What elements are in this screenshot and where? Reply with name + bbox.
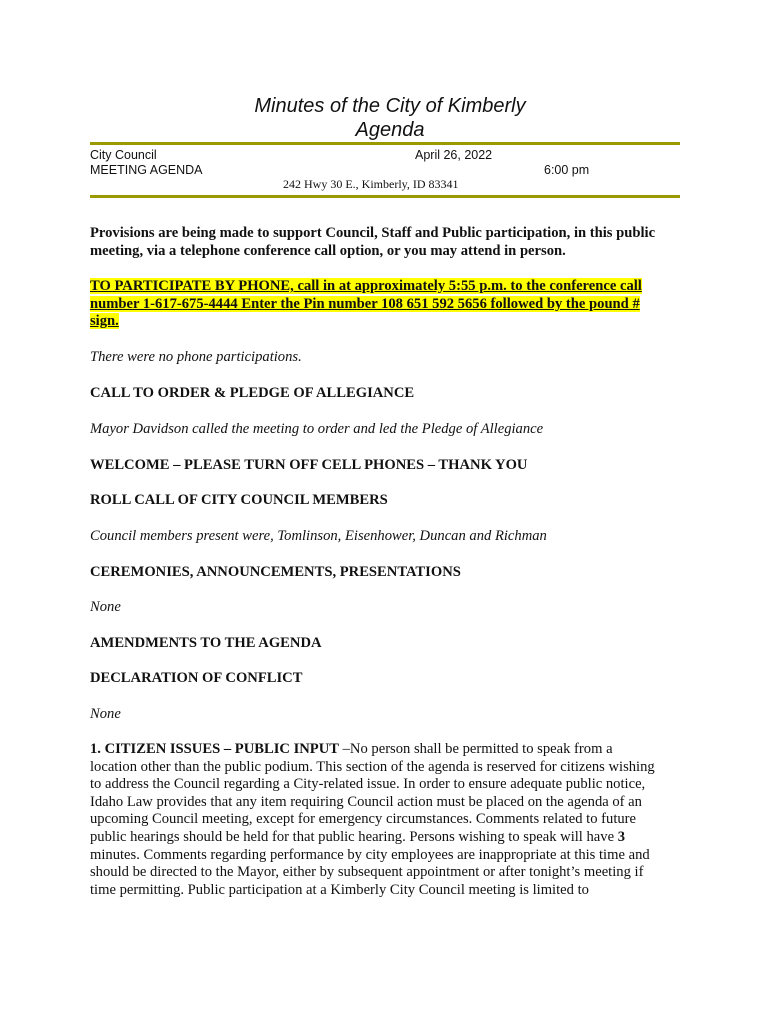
phone-participation-notice (90, 278, 690, 331)
text-line: time permitting. Public participation at a Kimberly City Council meeting is limited to (90, 881, 589, 898)
heading-roll-call: ROLL CALL OF CITY COUNCIL MEMBERS (90, 492, 388, 508)
document-title: Minutes of the City of Kimberly (254, 95, 526, 117)
text-line: to address the Council regarding a City-related issue. In order to ensure adequate public notice, (90, 776, 646, 793)
text-line: minutes. Comments regarding performance by city employees are inappropriate at this time and (90, 846, 650, 863)
heading-amendments: AMENDMENTS TO THE AGENDA (90, 635, 322, 651)
citizen-issues-section (90, 741, 690, 899)
text-line: public hearings should be held for that public hearing. Persons wishing to speak will have (90, 828, 618, 845)
minutes-limit: 3 (617, 828, 626, 845)
text-line: –No person shall be permitted to speak from a (338, 741, 613, 757)
text-line: should be directed to the Mayor, either by subsequent appointment or after tonight’s meeting if (90, 864, 644, 881)
council-label: City Council (90, 148, 157, 162)
meeting-address: 242 Hwy 30 E., Kimberly, ID 83341 (283, 177, 459, 191)
heading-citizen-issues: 1. CITIZEN ISSUES – PUBLIC INPUT (90, 741, 339, 757)
text-line: TO PARTICIPATE BY PHONE, call in at approximately 5:55 p.m. to the conference call (90, 278, 642, 294)
heading-welcome: WELCOME – PLEASE TURN OFF CELL PHONES – THANK YOU (90, 457, 528, 473)
heading-declaration: DECLARATION OF CONFLICT (90, 670, 303, 686)
meeting-date: April 26, 2022 (415, 148, 493, 162)
text-line: sign. (90, 313, 119, 330)
text-line: Provisions are being made to support Council, Staff and Public participation, in this public (90, 225, 656, 241)
text-line: meeting, via a telephone conference call option, or you may attend in person. (90, 242, 566, 259)
heading-call-to-order: CALL TO ORDER & PLEDGE OF ALLEGIANCE (90, 385, 415, 401)
text-line: Idaho Law provides that any item requiring Council action must be placed on the agenda of an (90, 793, 642, 810)
ceremonies-note: None (90, 599, 121, 615)
header-rule-top (90, 142, 680, 145)
provisions-notice (90, 225, 690, 260)
header-rule-bottom (90, 195, 680, 198)
meeting-time: 6:00 pm (544, 163, 590, 177)
heading-ceremonies: CEREMONIES, ANNOUNCEMENTS, PRESENTATIONS (90, 564, 461, 580)
text-line: number 1-617-675-4444 Enter the Pin number 108 651 592 5656 followed by the pound # (90, 295, 640, 312)
declaration-note: None (90, 706, 121, 722)
call-to-order-note: Mayor Davidson called the meeting to order and led the Pledge of Allegiance (90, 421, 544, 437)
meeting-type: MEETING AGENDA (90, 163, 203, 177)
phone-note: There were no phone participations. (90, 349, 302, 365)
text-line: upcoming Council meeting, except for emergency circumstances. Comments related to future (90, 811, 637, 828)
document-subtitle: Agenda (355, 119, 425, 141)
text-line: location other than the public podium. This section of the agenda is reserved for citizens wishing (90, 758, 655, 775)
roll-call-note: Council members present were, Tomlinson, Eisenhower, Duncan and Richman (90, 528, 547, 544)
